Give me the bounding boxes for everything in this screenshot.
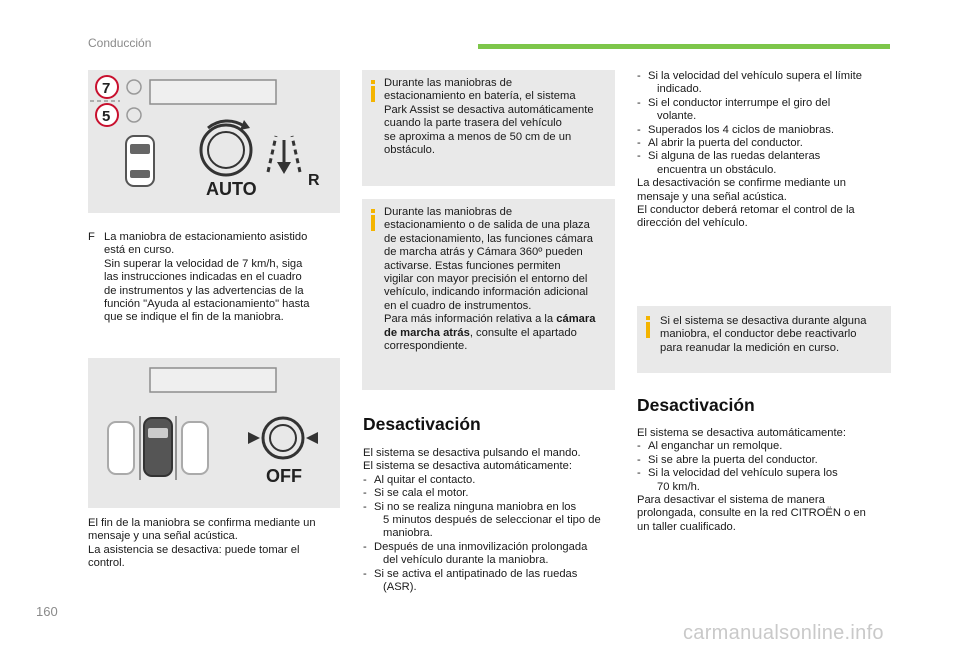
list-item: - Si alguna de las ruedas delanteras [637, 150, 821, 163]
info-line: estacionamiento en batería, el sistema [384, 90, 576, 103]
text-line: El sistema se desactiva automáticamente: [637, 427, 846, 439]
badge-5-label: 5 [102, 108, 111, 125]
section-title: Conducción [88, 36, 152, 50]
bullet-line: está en curso. [104, 244, 175, 257]
deactivation-conditions-list [637, 70, 893, 231]
steering-small-icon [127, 80, 141, 94]
list-item: - Al enganchar un remolque. [637, 440, 783, 453]
bullet-line: las instrucciones indicadas en el cuadro [104, 271, 302, 284]
bullet-symbol: F [88, 231, 95, 243]
figure-park-assist-auto [88, 70, 340, 213]
bullet-line: función "Ayuda al estacionamiento" hasta [104, 298, 310, 311]
list-item: - Si el conductor interrumpe el giro del [637, 96, 831, 109]
camera-link-text: de marcha atrás [384, 326, 470, 339]
info-line: para reanudar la medición en curso. [660, 341, 840, 354]
reverse-parking-icon [268, 136, 300, 174]
section-accent-bar [478, 44, 890, 49]
text-line: La asistencia se desactiva: puede tomar el [88, 543, 300, 556]
info-line: Si el sistema se desactiva durante alguna [660, 315, 867, 327]
text-line: La desactivación se confirme mediante un [637, 177, 846, 190]
list-item: - Si se cala el motor. [363, 487, 469, 500]
info-icon [371, 215, 375, 231]
info-line-more [384, 313, 612, 326]
info-icon [371, 86, 375, 102]
bullet-line: La maniobra de estacionamiento asistido [104, 231, 308, 243]
info-line-more [384, 327, 612, 340]
camera-link-text: cámara [556, 313, 596, 326]
r-label: R [308, 172, 320, 189]
info-text: Para más información relativa a la [384, 313, 554, 326]
info-line: maniobra, el conductor debe reactivarlo [660, 328, 857, 341]
list-item: - Si se activa el antipatinado de las ruedas [363, 567, 578, 580]
info-line: de marcha atrás y Cámara 360º pueden [384, 246, 583, 259]
park-assist-illustration [88, 70, 340, 213]
text-line: El sistema se desactiva pulsando el mando. [363, 447, 581, 459]
list-item-cont: del vehículo durante la maniobra. [383, 554, 549, 567]
list-item: - Superados los 4 ciclos de maniobras. [637, 123, 834, 136]
deactivation-text [363, 447, 619, 594]
text-line: Para desactivar el sistema de manera [637, 494, 825, 507]
car-top-icon [126, 136, 154, 186]
bullet-line: de instrumentos y las advertencias de la [104, 284, 304, 297]
info-icon [646, 322, 650, 338]
info-line: Durante las maniobras de [384, 206, 513, 218]
list-item: - Si se abre la puerta del conductor. [637, 453, 818, 466]
info-line: vigilar con mayor precisión el entorno del [384, 273, 588, 286]
maneuver-end-text [88, 517, 340, 571]
text-line: El sistema se desactiva automáticamente: [363, 460, 572, 473]
list-item-cont: (ASR). [383, 581, 417, 594]
steering-small-icon [127, 108, 141, 122]
list-item: - Al quitar el contacto. [363, 473, 476, 486]
text-line: mensaje y una señal acústica. [637, 190, 787, 203]
text-line: El fin de la maniobra se confirma mediante un [88, 517, 316, 529]
deactivation-auto-text [637, 427, 893, 534]
maneuver-in-progress-bullet [88, 231, 340, 325]
info-line: en el cuadro de instrumentos. [384, 299, 532, 312]
text-line: un taller cualificado. [637, 520, 736, 533]
bullet-line: que se indique el fin de la maniobra. [104, 311, 284, 324]
list-item-cont: indicado. [657, 83, 702, 96]
display-box [150, 368, 276, 392]
info-line: correspondiente. [384, 340, 468, 353]
list-item-cont: maniobra. [383, 527, 433, 540]
info-line: activarse. Estas funciones permiten [384, 259, 561, 272]
off-label: OFF [266, 466, 302, 486]
info-text: , consulte el apartado [469, 326, 577, 339]
info-box-reactivate [637, 306, 891, 373]
page-number: 160 [36, 604, 58, 619]
badge-7-label: 7 [102, 80, 111, 97]
parked-cars-icon [108, 416, 208, 480]
list-item: - Al abrir la puerta del conductor. [637, 137, 803, 150]
info-line: obstáculo. [384, 144, 435, 157]
deactivation-heading-2: Desactivación [637, 395, 755, 415]
text-line: control. [88, 557, 125, 570]
deactivation-heading: Desactivación [363, 414, 481, 434]
list-item: - Si la velocidad del vehículo supera los [637, 467, 838, 480]
text-line: mensaje y una señal acústica. [88, 530, 238, 543]
list-item-cont: volante. [657, 110, 697, 123]
text-line: dirección del vehículo. [637, 217, 748, 230]
info-line: Park Assist se desactiva automáticamente [384, 103, 594, 116]
list-item: - Después de una inmovilización prolongada [363, 540, 588, 553]
info-box-battery-parking [362, 70, 615, 186]
info-line: cuando la parte trasera del vehículo [384, 117, 562, 130]
info-line: estacionamiento o de salida de una plaza [384, 219, 590, 232]
info-line: Durante las maniobras de [384, 77, 513, 89]
list-item-cont: 70 km/h. [657, 480, 700, 493]
text-line: El conductor deberá retomar el control de la [637, 204, 855, 217]
bullet-line: Sin superar la velocidad de 7 km/h, siga [104, 257, 303, 270]
park-assist-off-illustration [88, 358, 340, 508]
auto-label: AUTO [206, 179, 257, 199]
watermark: carmanualsonline.info [683, 622, 884, 644]
info-box-cameras [362, 199, 615, 390]
steering-wheel-off-icon [248, 418, 318, 458]
list-item: - Si no se realiza ninguna maniobra en los [363, 500, 577, 513]
figure-park-assist-off [88, 358, 340, 508]
info-line: de estacionamiento, las funciones cámara [384, 232, 593, 245]
list-item-cont: encuentra un obstáculo. [657, 163, 777, 176]
info-line: se aproxima a menos de 50 cm de un [384, 130, 572, 143]
list-item: - Si la velocidad del vehículo supera el límite [637, 70, 862, 82]
steering-wheel-auto-icon [201, 120, 251, 175]
text-line: prolongada, consulte en la red CITROËN o en [637, 507, 866, 520]
info-line: vehículo, indicando información adicional [384, 286, 588, 299]
display-box [150, 80, 276, 104]
list-item-cont: 5 minutos después de seleccionar el tipo de [383, 514, 601, 527]
